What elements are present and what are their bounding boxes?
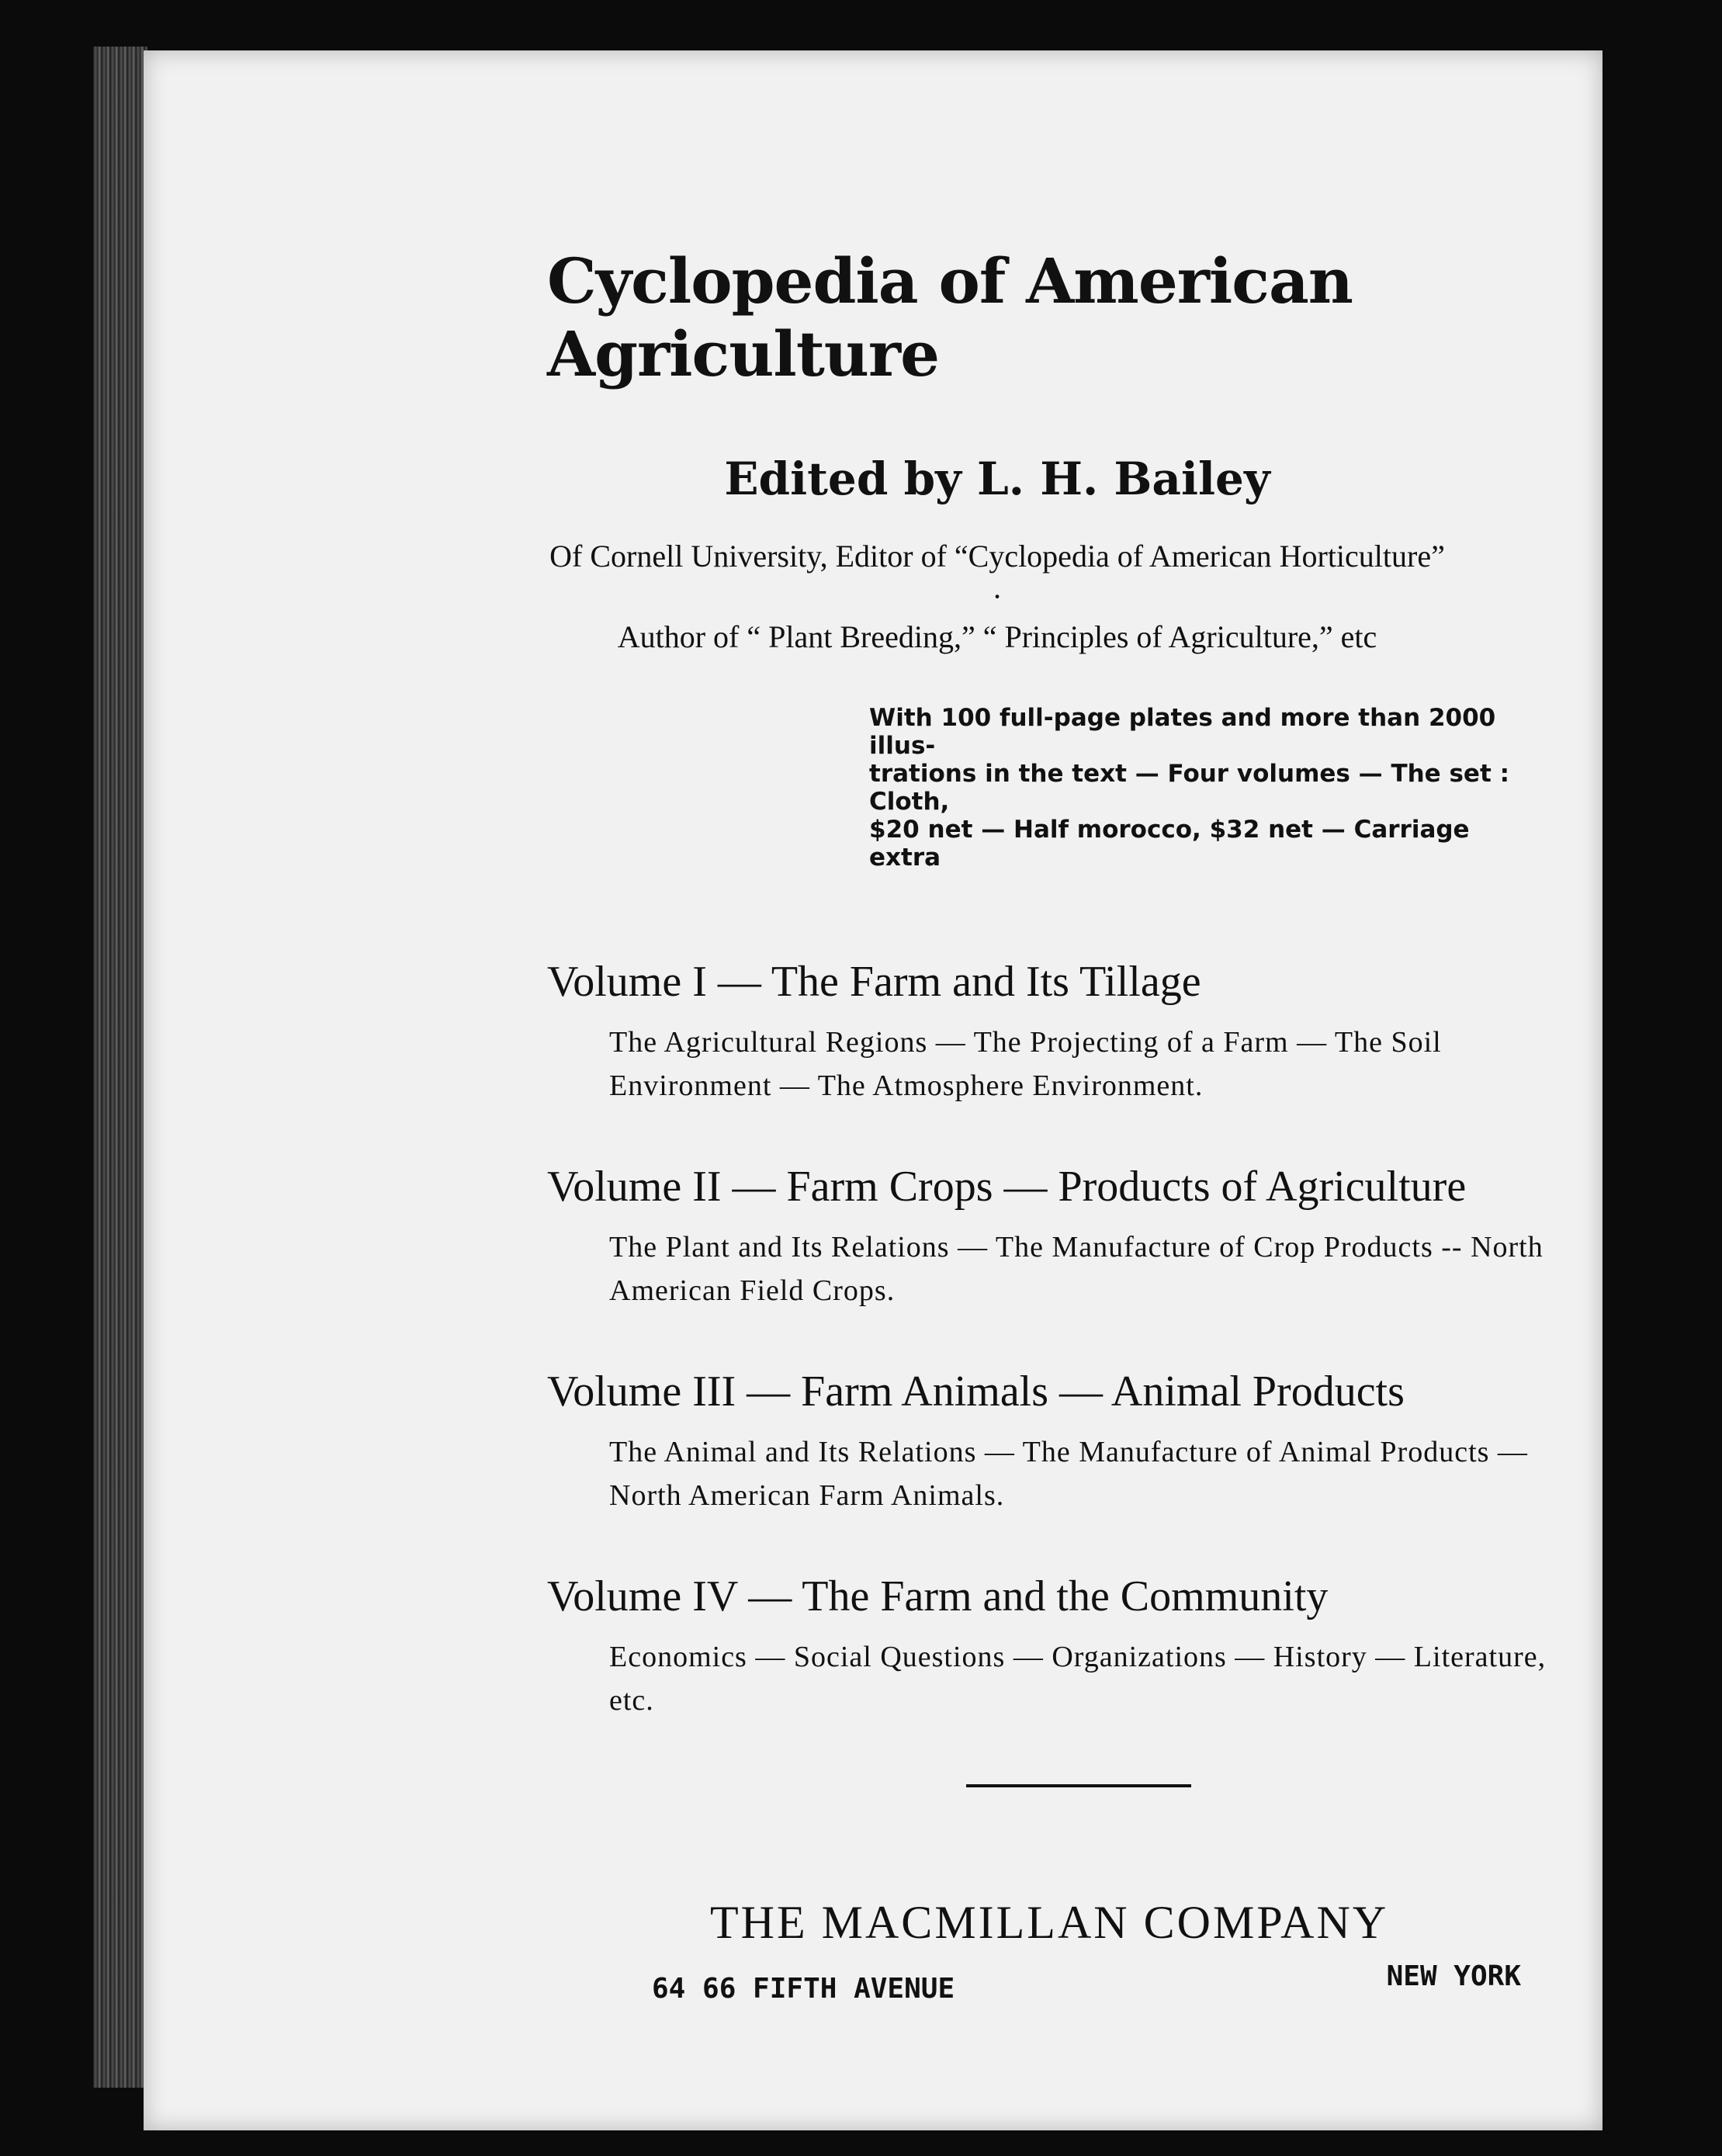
publisher-city: NEW YORK — [1386, 1960, 1521, 1992]
book-page — [144, 50, 1602, 2130]
volume-1 — [547, 957, 1722, 1107]
affiliation-line-1: Of Cornell University, Editor of “Cyclopedia of American Horticulture” · — [549, 539, 1445, 614]
book-title: Cyclopedia of American Agriculture — [547, 244, 1353, 390]
volume-description: The Plant and Its Relations — The Manufacture of Crop Products -- North American Field Crops. — [609, 1231, 1544, 1307]
volume-title: Volume II — Farm Crops — Products of Agriculture — [547, 1163, 1467, 1211]
plates-note-line-2: trations in the text — Four volumes — The set : Cloth, — [869, 760, 1509, 816]
volume-title: Volume III — Farm Animals — Animal Products — [547, 1367, 1405, 1416]
volume-2 — [547, 1162, 1722, 1312]
plates-note-line-3: $20 net — Half morocco, $32 net — Carriage extra — [869, 816, 1470, 872]
volume-title: Volume IV — The Farm and the Community — [547, 1572, 1329, 1620]
volume-3 — [547, 1367, 1722, 1517]
volume-description: Economics — Social Questions — Organizations — History — Literature, etc. — [609, 1641, 1547, 1717]
editor-affiliation — [547, 536, 1447, 657]
divider-rule — [966, 1784, 1191, 1787]
publisher-address: 64 66 FIFTH AVENUE — [652, 1973, 955, 2005]
publisher-name: THE MACMILLAN COMPANY — [710, 1897, 1389, 1948]
publisher-address-row — [652, 1960, 1521, 2019]
volume-4 — [547, 1572, 1722, 1722]
book-edge — [93, 47, 147, 2088]
page-content — [547, 244, 1722, 2019]
plates-note — [869, 704, 1544, 872]
volume-description: The Animal and Its Relations — The Manufacture of Animal Products — North American Farm Animals. — [609, 1436, 1528, 1512]
affiliation-line-2: Author of “ Plant Breeding,” “ Principles of Agriculture,” etc — [617, 619, 1377, 654]
volume-title: Volume I — The Farm and Its Tillage — [547, 958, 1201, 1006]
editor-line: Edited by L. H. Bailey — [724, 452, 1270, 505]
plates-note-line-1: With 100 full-page plates and more than 2000 illus- — [869, 704, 1496, 760]
volume-description: The Agricultural Regions — The Projecting of a Farm — The Soil Environment — The Atmosphere Environment. — [609, 1026, 1442, 1102]
